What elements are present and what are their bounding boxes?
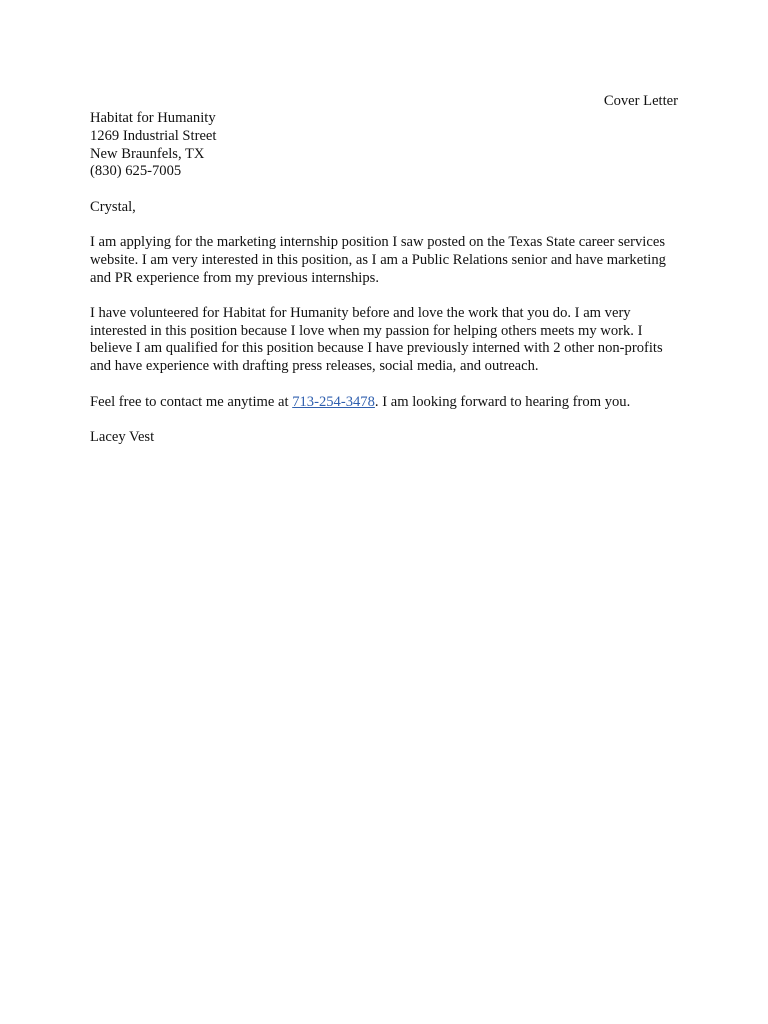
contact-phone-link[interactable]: 713-254-3478 bbox=[292, 393, 375, 410]
paragraph-intro: I am applying for the marketing internship position I saw posted on the Texas State career services website. I am very interested in this position, as I am a Public Relations senior and have marketing and PR experience from my previous internships. bbox=[90, 233, 666, 286]
closing-text-after: . I am looking forward to hearing from you. bbox=[374, 393, 631, 410]
recipient-name: Habitat for Humanity bbox=[90, 110, 216, 126]
paragraph-qualifications: I have volunteered for Habitat for Humanity before and love the work that you do. I am very interested in this position because I love when my passion for helping others meets my work. I believe I am qualified for this position because I have previously interned with 2 other non-profits and have experience with drafting press releases, social media, and outreach. bbox=[90, 304, 663, 375]
salutation: Crystal, bbox=[90, 198, 136, 215]
document-title: Cover Letter bbox=[603, 93, 678, 109]
signature: Lacey Vest bbox=[90, 428, 155, 445]
recipient-city: New Braunfels, TX bbox=[90, 145, 205, 162]
recipient-address bbox=[90, 110, 680, 181]
closing-text-before: Feel free to contact me anytime at bbox=[90, 393, 293, 410]
recipient-phone: (830) 625-7005 bbox=[90, 163, 182, 180]
letter-body bbox=[90, 110, 680, 447]
paragraph-closing bbox=[90, 394, 680, 412]
recipient-street: 1269 Industrial Street bbox=[90, 127, 217, 144]
